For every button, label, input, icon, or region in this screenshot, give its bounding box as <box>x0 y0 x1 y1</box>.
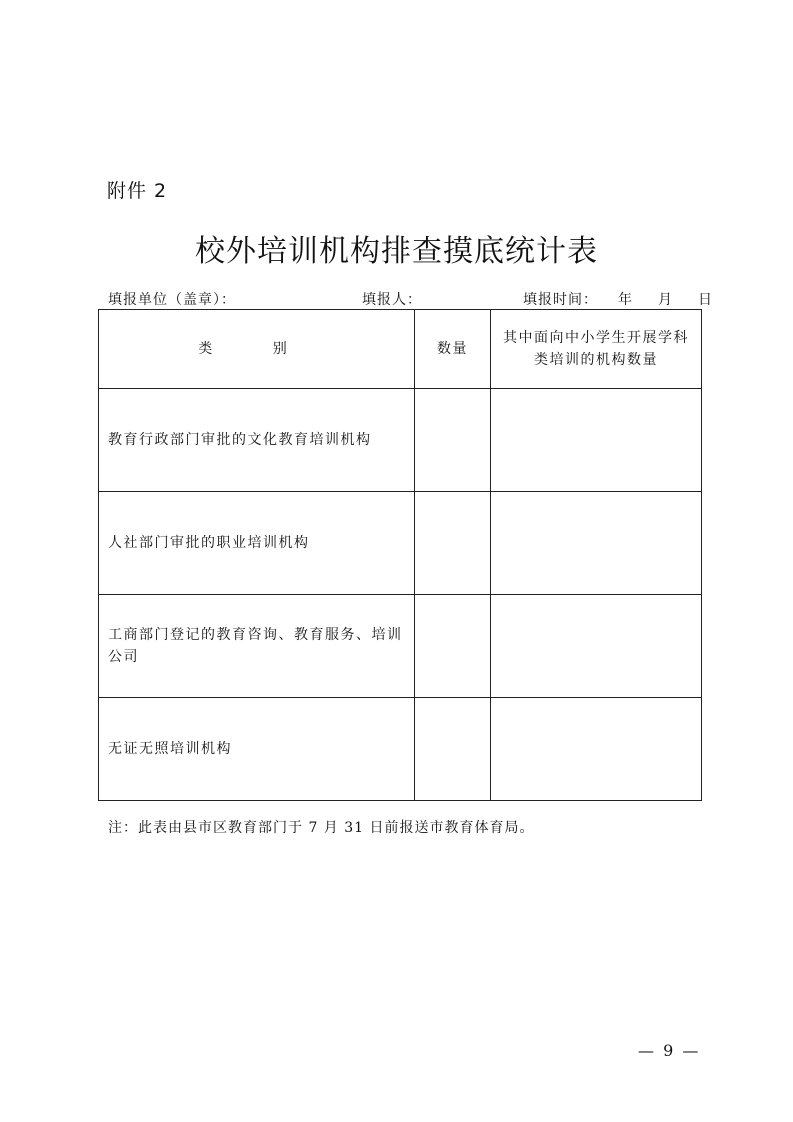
page-title: 校外培训机构排查摸底统计表 <box>195 234 598 269</box>
row-k12-cell[interactable] <box>491 595 702 698</box>
table-row <box>99 698 702 801</box>
year-label: 年 <box>618 292 632 308</box>
header-k12-count: 其中面向中小学生开展学科类培训的机构数量 <box>491 310 702 389</box>
row-category: 无证无照培训机构 <box>99 698 415 801</box>
month-label: 月 <box>658 292 672 308</box>
row-count-cell[interactable] <box>415 698 491 801</box>
attachment-label: 附件 2 <box>107 180 168 202</box>
table-header-row <box>99 310 702 389</box>
day-label: 日 <box>698 292 712 308</box>
footnote: 注：此表由县市区教育部门于 7 月 31 日前报送市教育体育局。 <box>108 820 535 836</box>
row-count-cell[interactable] <box>415 492 491 595</box>
fill-date <box>618 289 712 309</box>
fill-unit-label: 填报单位（盖章）： <box>108 292 236 308</box>
table-row <box>99 492 702 595</box>
row-k12-cell[interactable] <box>491 389 702 492</box>
fill-person-label: 填报人： <box>362 292 422 308</box>
row-category: 工商部门登记的教育咨询、教育服务、培训公司 <box>99 595 415 698</box>
fill-time-label: 填报时间： <box>523 292 598 308</box>
row-k12-cell[interactable] <box>491 698 702 801</box>
survey-table <box>98 309 702 801</box>
row-k12-cell[interactable] <box>491 492 702 595</box>
header-count: 数量 <box>415 310 491 389</box>
table-row <box>99 389 702 492</box>
header-category: 类 别 <box>99 310 415 389</box>
table-row <box>99 595 702 698</box>
row-category: 教育行政部门审批的文化教育培训机构 <box>99 389 415 492</box>
page-number: — 9 — <box>638 1041 701 1060</box>
row-category: 人社部门审批的职业培训机构 <box>99 492 415 595</box>
row-count-cell[interactable] <box>415 595 491 698</box>
row-count-cell[interactable] <box>415 389 491 492</box>
